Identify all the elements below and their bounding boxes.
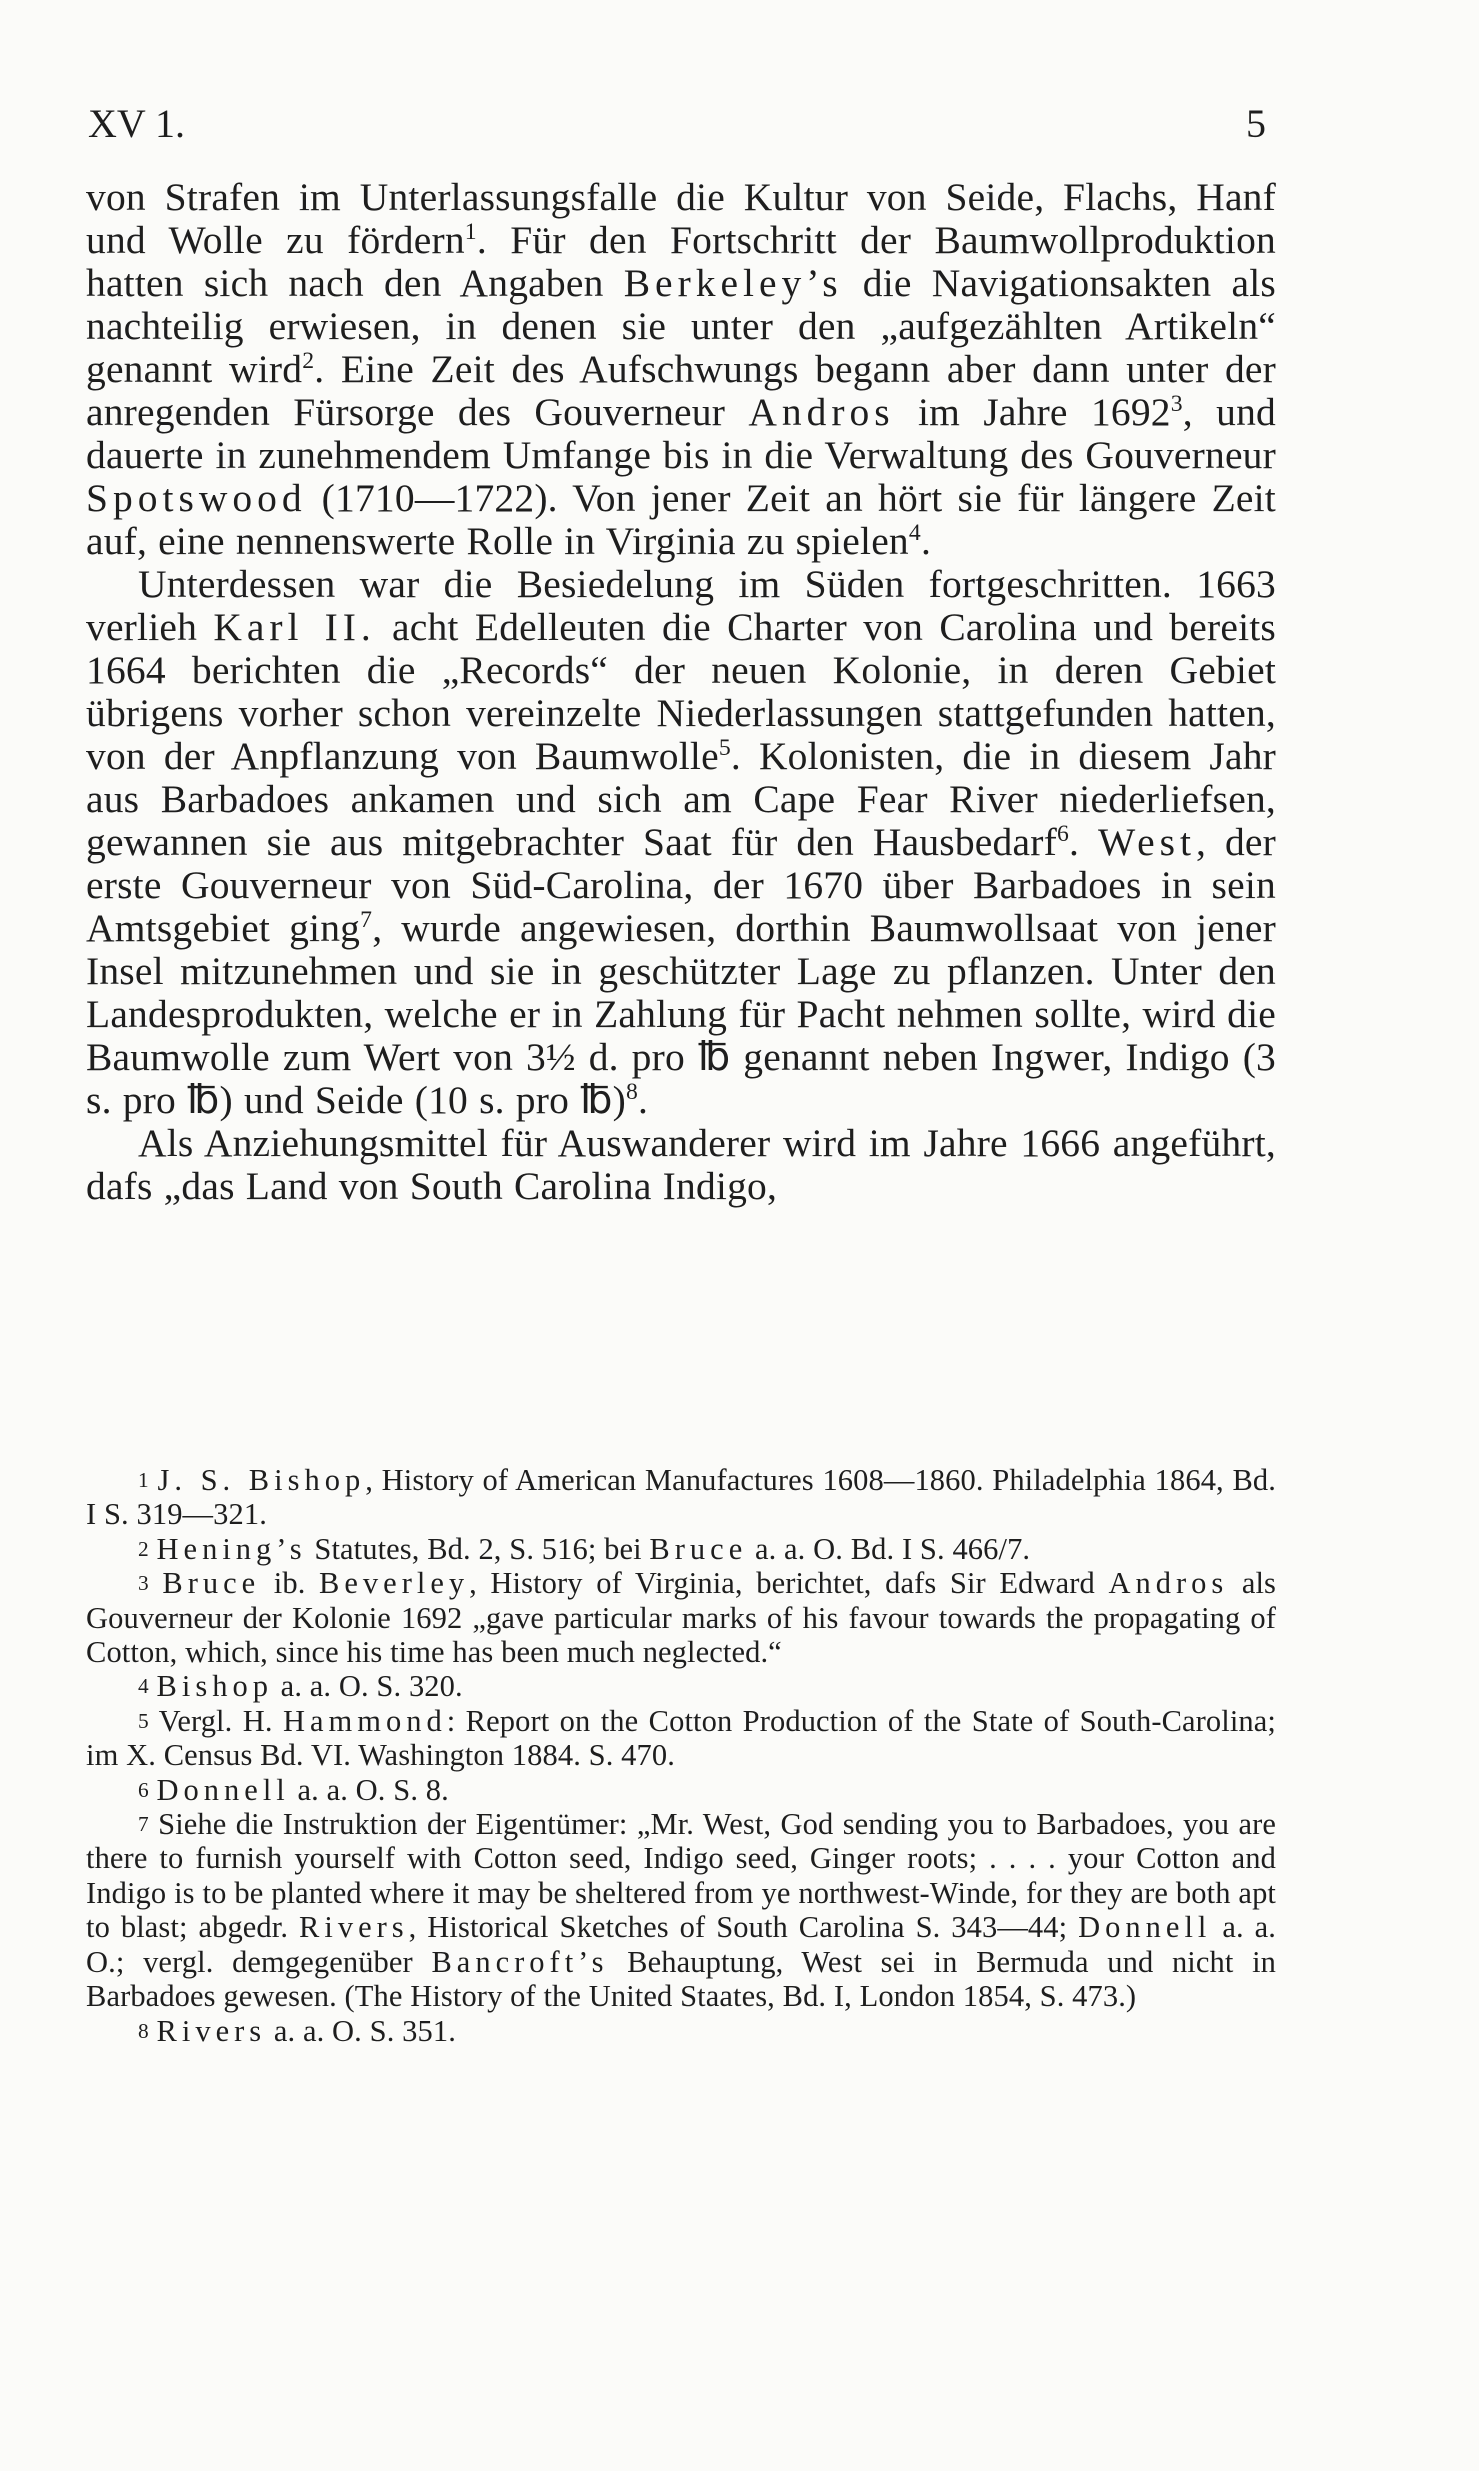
- footnote-8: $^8$ Rivers a. a. O. S. 351.: [138, 2013, 456, 2048]
- person-name: West: [1097, 820, 1196, 864]
- paragraph-3: Als Anziehungsmittel für Auswanderer wird im Jahre 1666 angeführt, dafs „das Land von South Carolina Indigo,: [86, 1121, 1276, 1208]
- paragraph-2: Unterdessen war die Besiedelung im Süden fortgeschritten. 1663 verlieh Karl II. acht Edelleuten die Charter von Carolina und bereits 1664 berichten die „Records“ der neuen Kolonie, in deren Gebiet übrigens vorher schon vereinzelte Niederlassungen stattgefunden hatten, von der Anpflanzung von Baumwolle$^5$. Kolonisten, die in diesem Jahr aus Barbadoes ankamen und sich am Cape Fear River niederliefsen, gewannen sie aus mitgebrachter Saat für den Hausbedarf$^6$. West, der erste Gouverneur von Süd-Carolina, der 1670 über Barbadoes in sein Amtsgebiet ging$^7$, wurde angewiesen, dorthin Baumwollsaat von jener Insel mitzunehmen und sie in geschützter Lage zu pflanzen. Unter den Landesprodukten, welche er in Zahlung für Pacht nehmen sollte, wird die Baumwolle zum Wert von 3½ d. pro ℔ genannt neben Ingwer, Indigo (3 s. pro ℔) und Seide (10 s. pro ℔)$^8$.: [86, 562, 1277, 1122]
- footnote-3: $^3$ Bruce ib. Beverley, History of Virginia, berichtet, dafs Sir Edward Andros als Gouverneur der Kolonie 1692 „gave particular marks of his favour towards the propagating of Cotton, which, since his time has been much neglected.“: [86, 1566, 1277, 1670]
- footnote-7: $^7$ Siehe die Instruktion der Eigentümer: „Mr. West, God sending you to Barbadoes, you are there to furnish yourself with Cotton seed, Indigo seed, Ginger roots; . . . . your Cotton and Indigo is to be planted where it may be sheltered from ye northwest-Winde, for they are both apt to blast; abgedr. Rivers, Historical Sketches of South Carolina S. 343—44; Donnell a. a. O.; vergl. demgegenüber Bancroft’s Behauptung, West sei in Bermuda und nicht in Barbadoes gewesen. (The History of the United Staates, Bd. I, London 1854, S. 473.): [86, 1807, 1277, 2014]
- page-number: 5: [1246, 101, 1266, 146]
- footnote-5: $^5$ Vergl. H. Hammond: Report on the Cotton Production of the State of South-Carolina; im X. Census Bd. VI. Washington 1884. S. 470.: [86, 1703, 1276, 1773]
- footnote-ref: 3: [1170, 390, 1183, 417]
- footnote-4: $^4$ Bishop a. a. O. S. 320.: [138, 1669, 463, 1704]
- signature-mark: XV 1.: [88, 101, 186, 146]
- footnote-ref: 6: [1056, 820, 1069, 847]
- person-name: Spotswood: [86, 476, 307, 520]
- footnote-ref: 7: [360, 906, 373, 933]
- footnote-ref: 5: [718, 734, 731, 761]
- page-header: [88, 100, 1266, 150]
- footnote-ref: 2: [302, 347, 315, 374]
- footnote-ref: 1: [464, 218, 477, 245]
- footnote-1: $^1$ J. S. Bishop, History of American Manufactures 1608—1860. Philadelphia 1864, Bd. I S. 319—321.: [86, 1463, 1276, 1532]
- footnotes: [86, 1463, 1276, 2048]
- footnote-2: $^2$ Hening’s Statutes, Bd. 2, S. 516; bei Bruce a. a. O. Bd. I S. 466/7.: [138, 1531, 1031, 1566]
- main-text: [86, 176, 1276, 1208]
- footnote-ref: 8: [625, 1078, 639, 1105]
- paragraph-1: von Strafen im Unterlassungsfalle die Kultur von Seide, Flachs, Hanf und Wolle zu fördern$^1$. Für den Fortschritt der Baumwollproduktion hatten sich nach den Angaben Berkeley’s die Navigationsakten als nachteilig erwiesen, in denen sie unter den „aufgezählten Artikeln“ genannt wird$^2$. Eine Zeit des Aufschwungs begann aber dann unter der anregenden Fürsorge des Gouverneur Andros im Jahre 1692$^3$, und dauerte in zunehmendem Umfange bis in die Verwaltung des Gouverneur Spotswood (1710—1722). Von jener Zeit an hört sie für längere Zeit auf, eine nennenswerte Rolle in Virginia zu spielen$^4$.: [86, 175, 1277, 563]
- author-name: Berkeley’s: [623, 261, 843, 305]
- person-name: Karl II.: [213, 605, 376, 649]
- person-name: Andros: [748, 390, 895, 434]
- footnote-ref: 4: [908, 519, 921, 546]
- footnote-6: $^6$ Donnell a. a. O. S. 8.: [138, 1772, 449, 1807]
